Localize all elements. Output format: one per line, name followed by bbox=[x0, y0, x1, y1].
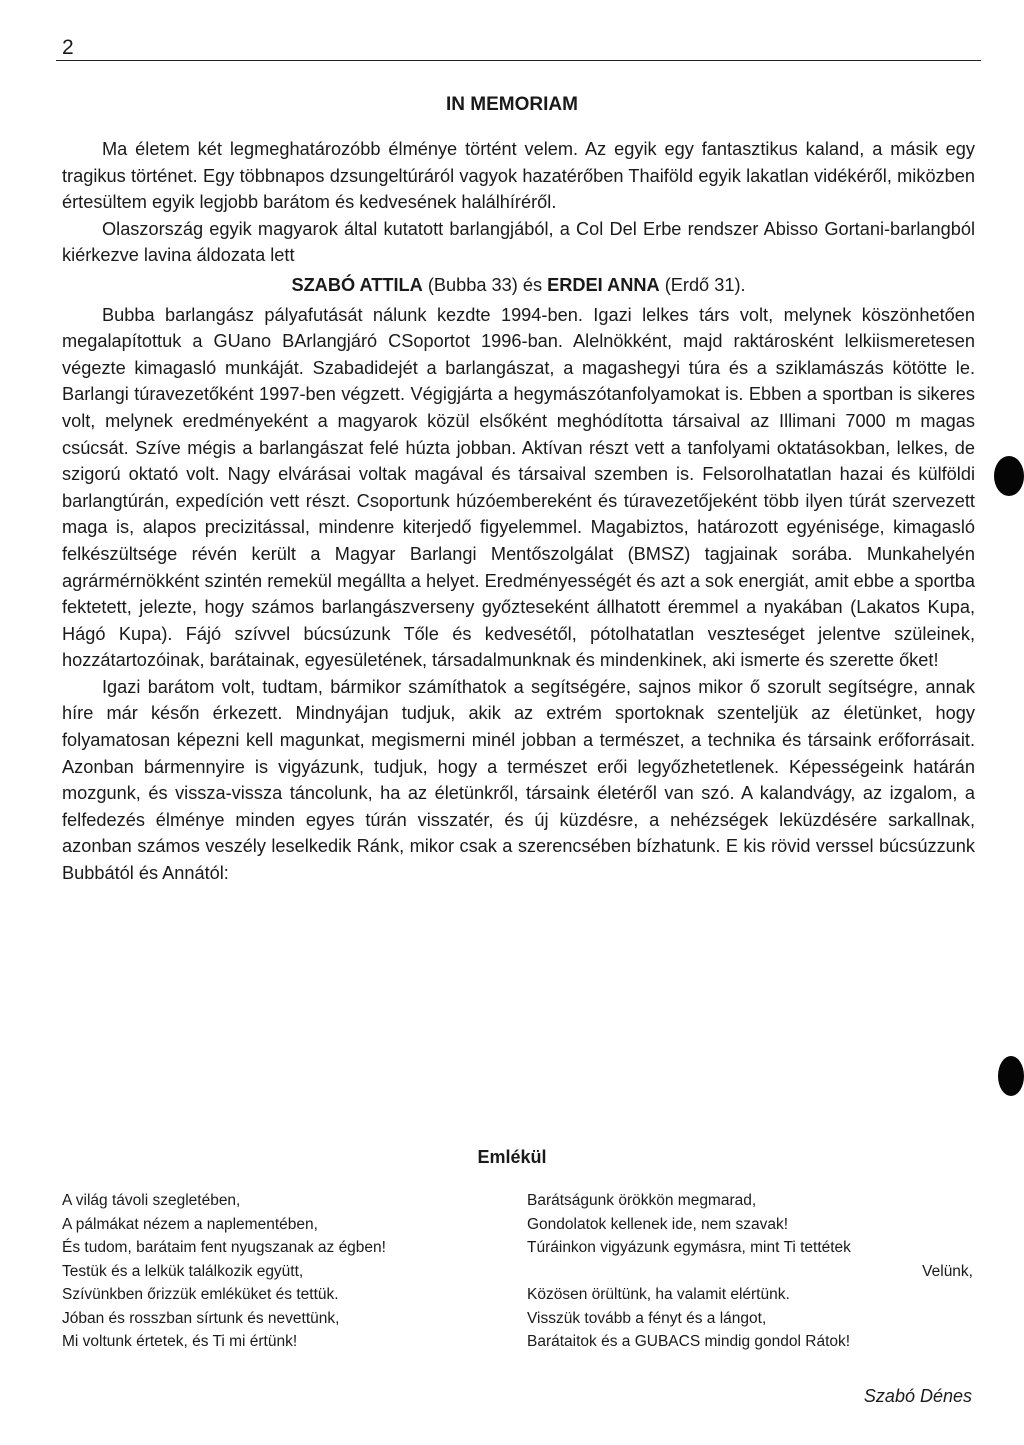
names-text-1: (Bubba 33) és bbox=[422, 274, 548, 295]
poem-line: Mi voltunk értetek, és Ti mi értünk! bbox=[62, 1333, 298, 1350]
paragraph-accident: Olaszország egyik magyarok által kutatott barlangjából, a Col Del Erbe rendszer Abisso Gortani-barlangból kiérkezve lavina áldozata lett bbox=[62, 218, 975, 266]
page-number: 2 bbox=[62, 36, 74, 59]
poem-line: Barátságunk örökkön megmarad, bbox=[527, 1192, 757, 1209]
poem-line: Visszük tovább a fényt és a lángot, bbox=[527, 1309, 767, 1327]
name-szabo-attila: SZABÓ ATTILA bbox=[291, 274, 423, 295]
poem-line: Közösen örültünk, ha valamit elértünk. bbox=[527, 1286, 790, 1303]
poem-line: Túráinkon vigyázunk egymásra, mint Ti tettétek bbox=[527, 1239, 851, 1256]
punch-hole-bottom bbox=[998, 1056, 1024, 1096]
poem-line: Testük és a lelkük találkozik együtt, bbox=[62, 1262, 304, 1280]
names-text-2: (Erdő 31). bbox=[659, 274, 746, 295]
poem-title: Emlékül bbox=[477, 1147, 547, 1167]
paragraph-intro: Ma életem két legmeghatározóbb élménye történt velem. Az egyik egy fantasztikus kaland, a másik egy tragikus történet. Egy többnapos dzsungeltúráról vagyok hazatérőben Thaiföld egyik lakatlan vidékéről, miközben értesültem egyik legjobb barátom és kedvesének halálhíréről. bbox=[62, 139, 975, 213]
poem-line: Velünk, bbox=[922, 1262, 973, 1280]
author-signature: Szabó Dénes bbox=[863, 1386, 972, 1406]
article-body bbox=[62, 136, 975, 887]
header-rule bbox=[56, 60, 981, 61]
poem-right-column bbox=[527, 1189, 973, 1354]
punch-hole-top bbox=[994, 456, 1024, 496]
poem-line: A világ távoli szegletében, bbox=[62, 1192, 241, 1209]
paragraph-biography: Bubba barlangász pályafutását nálunk kezdte 1994-ben. Igazi lelkes társ volt, melynek köszönhetően megalapítottuk a GUano BArlangjáró CSoportot 1996-ban. Alelnökként, majd raktárosként lelkiismeretesen végezte kimagasló munkáját. Szabadidejét a barlangászat, a magashegyi túra és a sziklamászás kötötte le. Barlangi túravezetőként 1997-ben végzett. Végigjárta a hegymászótanfolyamokat is. Ebben a sportban is sikeres volt, melynek eredményeként a magyarok közül elsőként meghódította társaival az Illimani 7000 m magas csúcsát. Szíve mégis a barlangászat felé húzta jobban. Aktívan részt vett a tanfolyami oktatásokban, lelkes, de szigorú oktató volt. Nagy elvárásai voltak magával és társaival szemben is. Felsorolhatatlan hazai és külföldi barlangtúrán, expedíción vett részt. Csoportunk húzóembereként és túravezetőjeként több ilyen túrát szervezett maga is, alapos precizitással, mindenre kiterjedő figyelemmel. Magabiztos, határozott egyénisége, kimagasló felkészültsége révén került a Magyar Barlangi Mentőszolgálat (BMSZ) tagjainak sorába. Munkahelyén agrármérnökként szintén remekül megállta a helyet. Eredményességét és azt a sok energiát, amit ebbe a sportba fektetett, jelezte, hogy számos barlangászverseny győzteseként állhatott éremmel a nyakában (Lakatos Kupa, Hágó Kupa). Fájó szívvel búcsúzunk Tőle és kedvesétől, pótolhatatlan veszteséget jelentve szüleinek, hozzátartozóinak, barátainak, egyesületének, társadalmunknak és mindenkinek, aki ismerte és szerette őket! bbox=[62, 304, 975, 671]
poem-line: Barátaitok és a GUBACS mindig gondol Rátok! bbox=[527, 1333, 851, 1350]
poem-line: Jóban és rosszban sírtunk és nevettünk, bbox=[62, 1309, 340, 1327]
poem-left-column bbox=[62, 1189, 386, 1354]
article-title: IN MEMORIAM bbox=[446, 94, 578, 115]
poem-line: És tudom, barátaim fent nyugszanak az égben! bbox=[62, 1239, 386, 1256]
poem-line: Szívünkben őrizzük emléküket és tettük. bbox=[62, 1286, 339, 1303]
memorial-names-line bbox=[62, 272, 975, 299]
name-erdei-anna: ERDEI ANNA bbox=[547, 274, 660, 295]
poem-line: Gondolatok kellenek ide, nem szavak! bbox=[527, 1215, 789, 1233]
paragraph-reflection: Igazi barátom volt, tudtam, bármikor számíthatok a segítségére, sajnos mikor ő szorult segítségre, annak híre már későn érkezett. Mindnyájan tudjuk, akik az extrém sportoknak szenteljük az életünket, hogy folyamatosan képezni kell magunkat, megismerni minél jobban a természet, a technika és társaink erőforrásait. Azonban bármennyire is vigyázunk, tudjuk, hogy a természet erői legyőzhetetlenek. Képességeink határán mozgunk, és vissza-vissza táncolunk, ha az életünkről, társaink életéről van szó. A kalandvágy, az izgalom, a felfedezés élménye minden egyes túrán visszatér, és új küzdésre, a nehézségek leküzdésére sarkallnak, azonban számos veszély leselkedik Ránk, mikor csak a szerencsében bízhatunk. E kis rövid verssel búcsúzzunk Bubbától és Annától: bbox=[62, 676, 975, 884]
poem-line: A pálmákat nézem a naplementében, bbox=[62, 1215, 318, 1233]
